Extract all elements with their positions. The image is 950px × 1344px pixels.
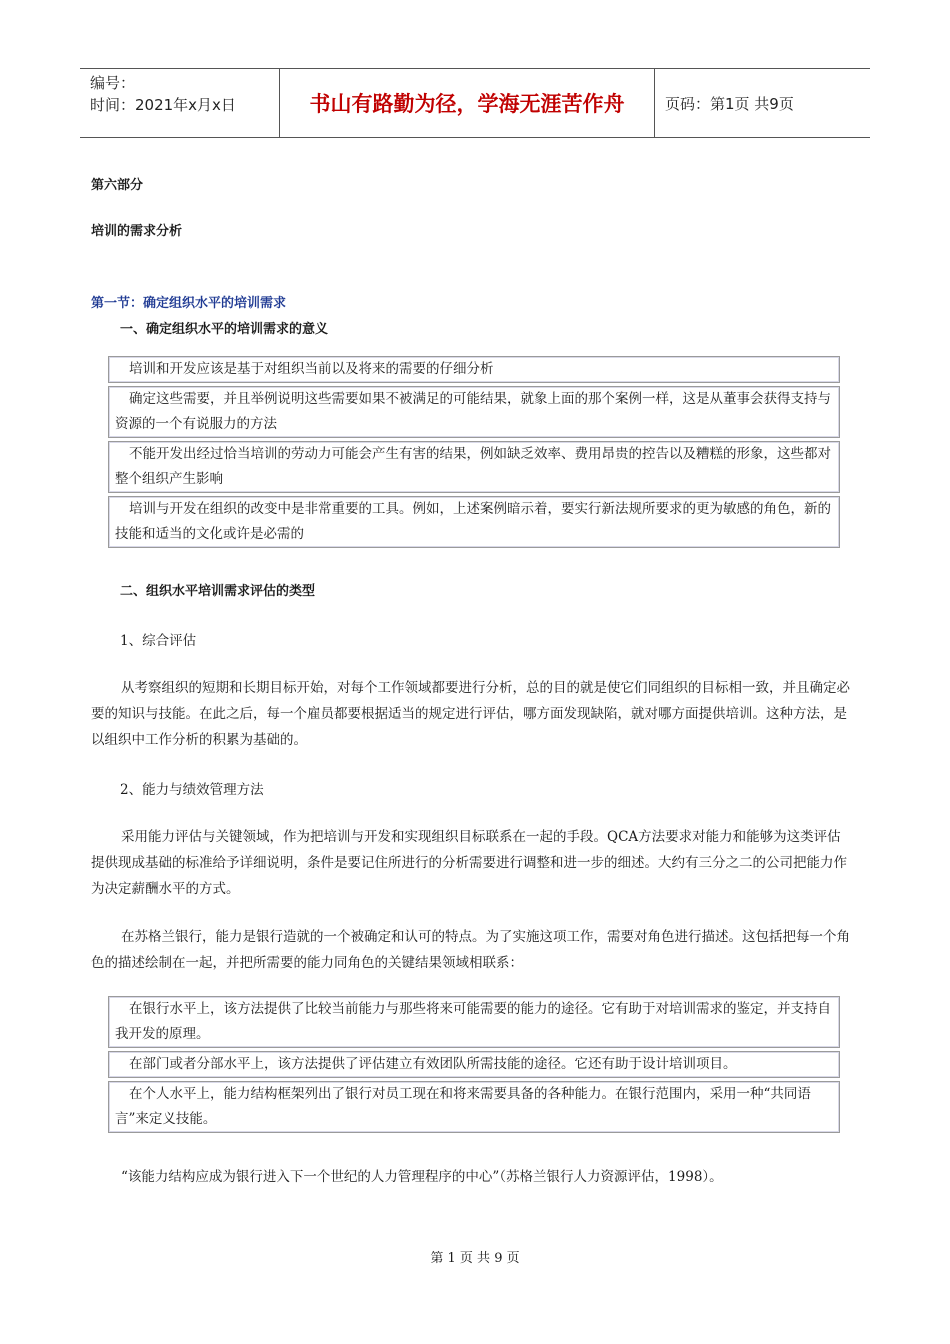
subsection-heading-1: 一、确定组织水平的培训需求的意义 [120,322,329,337]
boxed-paragraph: 在个人水平上，能力结构框架列出了银行对员工现在和将来需要具备的各种能力。在银行范围内，采用一种“共同语言”来定义技能。 [108,1081,840,1133]
boxed-paragraph: 培训和开发应该是基于对组织当前以及将来的需要的仔细分析 [108,356,840,383]
bank-levels-box-group [108,996,840,1136]
paragraph-comprehensive: 从考察组织的短期和长期目标开始，对每个工作领域都要进行分析，总的目的就是使它们同组织的目标相一致，并且确定必要的知识与技能。在此之后，每一个雇员都要根据适当的规定进行评估，哪方面发现缺陷，就对哪方面提供培训。这种方法，是以组织中工作分析的积累为基础的。 [91,680,850,748]
page-header [80,68,870,138]
list-item-competency: 2、能力与绩效管理方法 [120,782,264,798]
list-item-comprehensive: 1、综合评估 [120,633,197,649]
paragraph-bank-of-scotland: 在苏格兰银行，能力是银行造就的一个被确定和认可的特点。为了实施这项工作，需要对角色进行描述。这包括把每一个角色的描述绘制在一起，并把所需要的能力同角色的关键结果领域相联系： [91,929,850,971]
boxed-paragraph: 在银行水平上，该方法提供了比较当前能力与那些将来可能需要的能力的途径。它有助于对培训需求的鉴定，并支持自我开发的原理。 [108,996,840,1048]
header-page-number: 页码：第1页 共9页 [665,94,794,113]
part-subtitle: 培训的需求分析 [91,224,183,239]
paragraph-competency: 采用能力评估与关键领域，作为把培训与开发和实现组织目标联系在一起的手段。QCA方法要求对能力和能够为这类评估提供现成基础的标准给予详细说明，条件是要记住所进行的分析需要进行调整和进一步的细述。大约有三分之二的公司把能力作为决定薪酬水平的方式。 [91,829,847,897]
header-motto: 书山有路勤为径，学海无涯苦作舟 [280,69,655,137]
part-title: 第六部分 [91,178,144,193]
boxed-paragraph: 确定这些需要，并且举例说明这些需要如果不被满足的可能结果，就象上面的那个案例一样，这是从董事会获得支持与资源的一个有说服力的方法 [108,386,840,438]
document-number-label: 编号： [90,74,136,92]
boxed-paragraph: 在部门或者分部水平上，该方法提供了评估建立有效团队所需技能的途径。它还有助于设计培训项目。 [108,1051,840,1078]
significance-box-group [108,356,840,551]
header-meta [80,69,280,137]
quote-paragraph: “该能力结构应成为银行进入下一个世纪的人力管理程序的中心”（苏格兰银行人力资源评估，1998）。 [121,1169,723,1185]
section-title: 第一节：确定组织水平的培训需求 [91,296,287,311]
page-footer: 第 1 页 共 9 页 [430,1251,520,1266]
document-date-label: 时间：2021年x月x日 [90,96,236,114]
subsection-heading-2: 二、组织水平培训需求评估的类型 [120,584,316,599]
boxed-paragraph: 不能开发出经过恰当培训的劳动力可能会产生有害的结果，例如缺乏效率、费用昂贵的控告以及糟糕的形象，这些都对整个组织产生影响 [108,441,840,493]
boxed-paragraph: 培训与开发在组织的改变中是非常重要的工具。例如，上述案例暗示着，要实行新法规所要求的更为敏感的角色，新的技能和适当的文化或许是必需的 [108,496,840,548]
